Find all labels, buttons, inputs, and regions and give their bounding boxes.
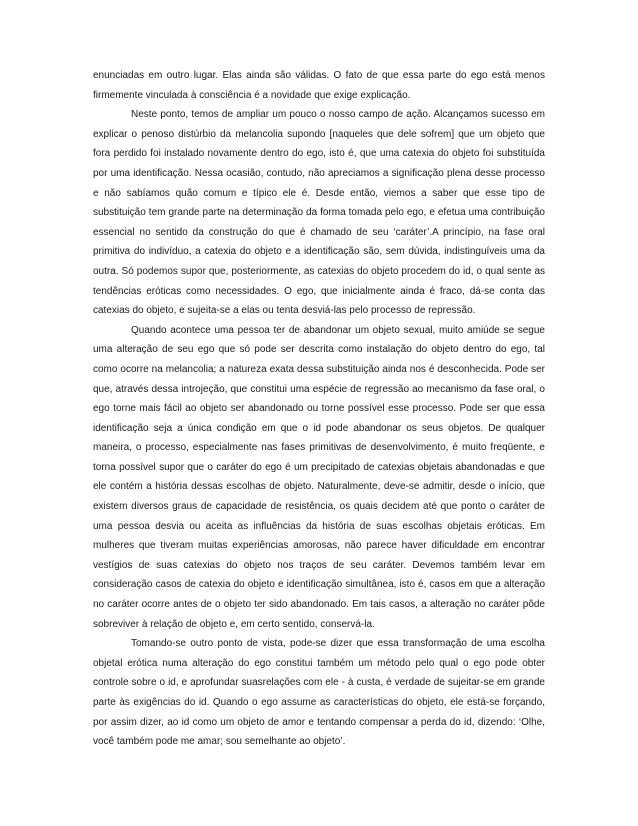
paragraph-4: Tomando-se outro ponto de vista, pode-se dizer que essa transformação de uma escolha objetal erótica numa alteração do ego constitui também um método pelo qual o ego pode obter controle sobre o id, e aprofundar suasrelações com ele - à custa, é verdade de sujeitar-se em grande parte às exigências do id. Quando o ego assume as características do objeto, ele está-se forçando, por assim dizer, ao id como um objeto de amor e tentando compensar a perda do id, dizendo: ‘Olhe, você também pode me amar; sou semelhante ao objeto’. <box>93 638 545 748</box>
paragraph-1: enunciadas em outro lugar. Elas ainda são válidas. O fato de que essa parte do ego está menos firmemente vinculada à consciência é a novidade que exige explicação. <box>93 70 545 101</box>
body-text <box>93 66 545 752</box>
paragraph-3: Quando acontece uma pessoa ter de abandonar um objeto sexual, muito amiúde se segue uma alteração de seu ego que só pode ser descrita como instalação do objeto dentro do ego, tal como ocorre na melancolia; a natureza exata dessa substituição ainda nos é desconhecida. Pode ser que, através dessa introjeção, que constitui uma espécie de regressão ao mecanismo da fase oral, o ego torne mais fácil ao objeto ser abandonado ou torne possível esse processo. Pode ser que essa identificação seja a única condição em que o id pode abandonar os seus objetos. De qualquer maneira, o processo, especialmente nas fases primitivas de desenvolvimento, é muito freqüente, e torna possível supor que o caráter do ego é um precipitado de catexias objetais abandonadas e que ele contém a história dessas escolhas de objeto. Naturalmente, deve-se admitir, desde o início, que existem diversos graus de capacidade de resistência, os quais decidem até que ponto o caráter de uma pessoa desvia ou aceita as influências da história de suas escolhas objetais eróticas. Em mulheres que tiveram muitas experiências amorosas, não parece haver dificuldade em encontrar vestígios de suas catexias do objeto nos traços de seu caráter. Devemos também levar em consideração casos de catexia do objeto e identificação simultânea, isto é, casos em que a alteração no caráter ocorre antes de o objeto ter sido abandonado. Em tais casos, a alteração no caráter pôde sobreviver à relação de objeto e, em certo sentido, conservá-la. <box>93 324 545 630</box>
paragraph-2: Neste ponto, temos de ampliar um pouco o nosso campo de ação. Alcançamos sucesso em explicar o penoso distúrbio da melancolia supondo [naqueles que dele sofrem] que um objeto que fora perdido foi instalado novamente dentro do ego, isto é, que uma catexia do objeto foi substituída por uma identificação. Nessa ocasião, contudo, não apreciamos a significação plena desse processo e não sabíamos quão comum e típico ele é. Desde então, viemos a saber que esse tipo de substituição tem grande parte na determinação da forma tomada pelo ego, e efetua uma contribuição essencial no sentido da construção do que é chamado de seu ‘caráter’.A princípio, na fase oral primitiva do indivíduo, a catexia do objeto e a identificação são, sem dúvida, indistinguíveis uma da outra. Só podemos supor que, posteriormente, as catexias do objeto procedem do id, o qual sente as tendências eróticas como necessidades. O ego, que inicialmente ainda é fraco, dá-se conta das catexias do objeto, e sujeita-se a elas ou tenta desviá-las pelo processo de repressão. <box>93 109 545 317</box>
